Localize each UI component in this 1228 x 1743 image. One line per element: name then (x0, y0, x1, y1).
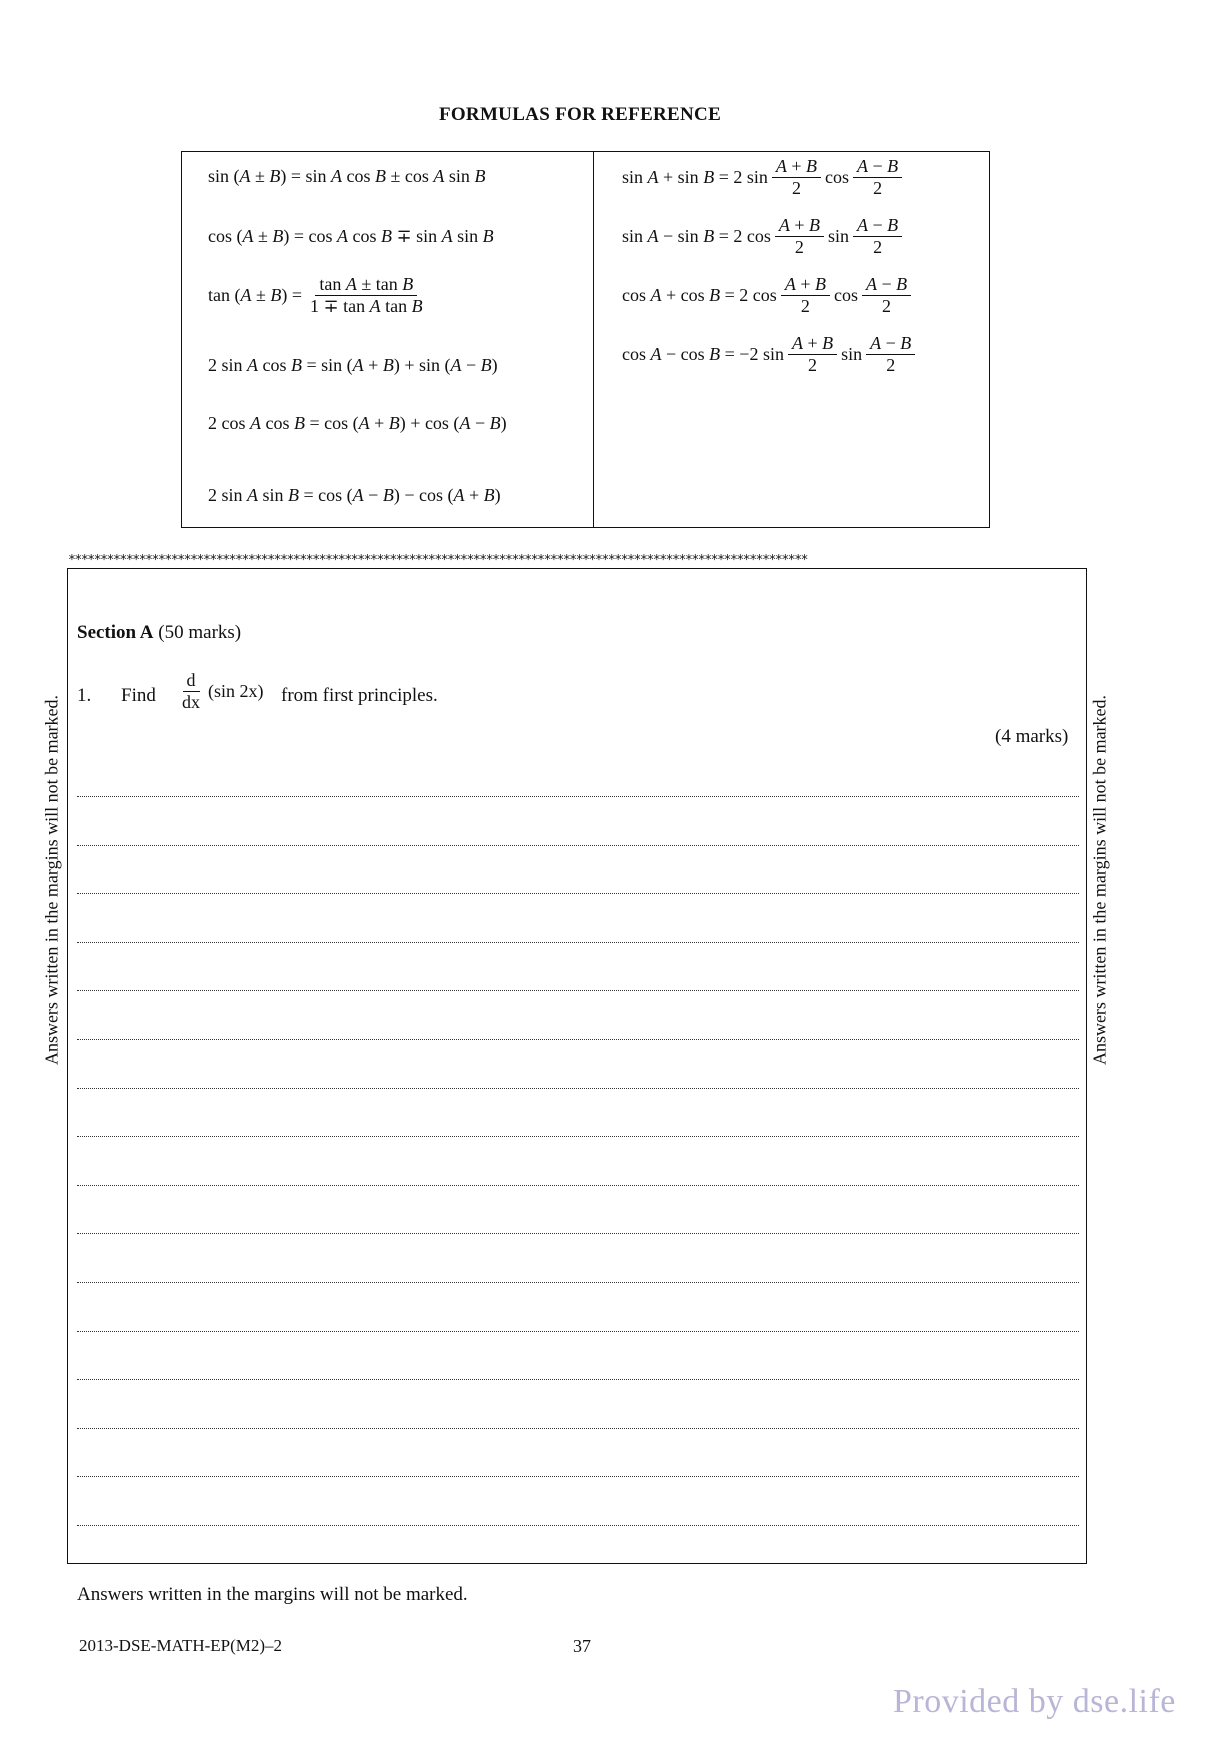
question-derivative (174, 670, 264, 712)
formula-sin-plus-sin: sin A + sin B = 2 sin $\frac{A + B}{2}$ cos $\frac{A - B}{2}$ (622, 156, 906, 198)
answer-line (77, 1088, 1079, 1089)
answer-line (77, 1428, 1079, 1429)
question-text: from first principles. (281, 685, 438, 706)
deriv-denominator: dx (182, 691, 200, 712)
section-marks: (50 marks) (158, 622, 242, 643)
answer-line (77, 1331, 1079, 1332)
question-find: Find (121, 685, 156, 706)
footer-page-number: 37 (573, 1636, 591, 1656)
deriv-numerator: d (183, 670, 200, 692)
formula-divider (593, 151, 594, 528)
formula-cos-plus-cos: cos A + cos B = 2 cos $\frac{A + B}{2}$ cos $\frac{A - B}{2}$ (622, 274, 915, 316)
answer-line (77, 942, 1079, 943)
question-expression: (sin 2x) (208, 680, 264, 701)
star-separator: ******************************************************************************************************************* (68, 554, 808, 568)
question-number: 1. (77, 685, 92, 706)
margin-note-left: Answers written in the margins will not be marked. (41, 694, 62, 1066)
question-marks: (4 marks) (995, 726, 1069, 747)
answer-line (77, 893, 1079, 894)
answer-line (77, 1476, 1079, 1477)
answer-line (77, 1039, 1079, 1040)
answer-line (77, 845, 1079, 846)
answer-line (77, 1282, 1079, 1283)
answer-line (77, 1233, 1079, 1234)
answer-line (77, 1185, 1079, 1186)
formula-sin-minus-sin: sin A − sin B = 2 cos $\frac{A + B}{2}$ sin $\frac{A - B}{2}$ (622, 215, 906, 257)
footer-exam-code: 2013-DSE-MATH-EP(M2)–2 (79, 1636, 283, 1655)
answer-line (77, 1525, 1079, 1526)
formula-cos-minus-cos: cos A − cos B = −2 sin $\frac{A + B}{2}$ sin $\frac{A - B}{2}$ (622, 333, 919, 375)
formula-sin-sum: sin ( A ± B ) = sin A cos B ± cos A sin B (208, 166, 486, 186)
answer-line (77, 990, 1079, 991)
bottom-note: Answers written in the margins will not be marked. (77, 1584, 468, 1605)
section-label: Section A (77, 622, 154, 643)
formula-2sinsin: 2 sin A sin B = cos ( A − B ) − cos ( A + B ) (208, 485, 501, 505)
page-title: FORMULAS FOR REFERENCE (438, 104, 722, 125)
margin-note-right: Answers written in the margins will not be marked. (1089, 694, 1110, 1066)
formula-tan-sum: tan ( A ± B ) = $\frac{\text{tan A ± tan B}}{\text{1 ∓ tan A tan B}}$ (208, 274, 423, 316)
formula-cos-sum: cos ( A ± B ) = cos A cos B ∓ sin A sin B (208, 226, 494, 246)
formula-2sincos: 2 sin A cos B = sin ( A + B ) + sin ( A − B ) (208, 355, 498, 375)
answer-line (77, 1379, 1079, 1380)
answer-line (77, 1136, 1079, 1137)
watermark: Provided by dse.life (893, 1683, 1176, 1720)
answer-box (67, 568, 1087, 1564)
section-heading (77, 622, 241, 644)
answer-line (77, 796, 1079, 797)
formula-2coscos: 2 cos A cos B = cos ( A + B ) + cos ( A − B ) (208, 413, 507, 433)
